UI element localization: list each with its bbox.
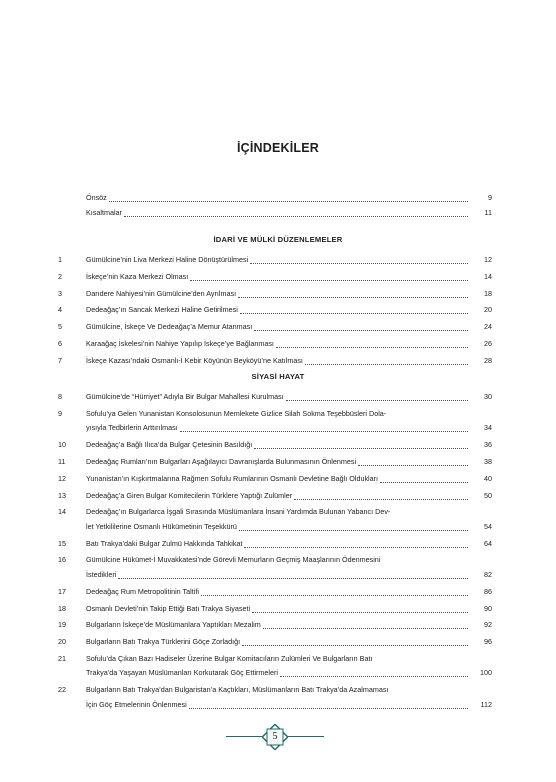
toc-entry-title: yısıyla Tedbirlerin Arttırılması	[86, 423, 178, 433]
toc-entry-page: 20	[484, 305, 492, 315]
toc-entry[interactable]	[0, 635, 556, 649]
toc-entry[interactable]	[0, 354, 556, 368]
footer-rule-left	[226, 736, 262, 737]
toc-entry-page: 24	[484, 322, 492, 332]
toc-entry-page: 28	[484, 355, 492, 365]
toc-entry-page: 112	[480, 699, 492, 709]
toc-entry-number: 9	[58, 408, 62, 418]
toc-entry[interactable]	[0, 520, 556, 534]
toc-entry-number: 5	[58, 322, 62, 332]
toc-entry-page: 92	[484, 620, 492, 630]
toc-entry[interactable]	[0, 206, 556, 220]
toc-entry[interactable]	[0, 537, 556, 551]
toc-entry-title: İstedikleri	[86, 569, 117, 579]
toc-entry[interactable]	[0, 568, 556, 582]
toc-entry[interactable]	[0, 455, 556, 469]
toc-entry-number: 13	[58, 490, 66, 500]
toc-entry-title: Dedeağaç’a Giren Bulgar Komitecilerin Türklere Yaptığı Zulümler	[86, 490, 293, 500]
dot-leader	[180, 430, 468, 432]
toc-entry[interactable]	[0, 618, 556, 632]
toc-entry-page: 86	[484, 586, 492, 596]
toc-entry-title: Yunanistan’ın Kışkırtmalarına Rağmen Sofulu Rumlarının Osmanlı Devletine Bağlı Oldukları	[86, 473, 379, 483]
dot-leader	[124, 215, 468, 217]
toc-entry-title: Dedeağaç’ın Bulgarlarca İşgali Sırasında Müslümanlara İnsani Yardımda Bulunan Yabancı Dev-	[86, 507, 391, 517]
dot-leader	[252, 611, 468, 613]
toc-entry[interactable]	[0, 472, 556, 486]
toc-entry-title: Sofulu’ya Gelen Yunanistan Konsolosunun Memlekete Gizlice Silah Sokma Teşebbüsleri Dola-	[86, 408, 387, 418]
toc-entry[interactable]	[0, 666, 556, 680]
toc-entry-page: 50	[484, 490, 492, 500]
dot-leader	[109, 200, 468, 202]
toc-entry-title: İçin Göç Etmelerinin Önlenmesi	[86, 699, 187, 709]
toc-entry-title: Gümülcine Hükümet-İ Muvakkatesi’nde Görevli Memurların Geçmiş Maaşlarının Ödenmesini	[86, 555, 381, 565]
dot-leader	[254, 447, 468, 449]
toc-entry-number: 19	[58, 620, 66, 630]
dot-leader	[201, 594, 468, 596]
toc-entry-title: Bulgarların Batı Trakya Türklerini Göçe Zorladığı	[86, 637, 241, 647]
toc-entry[interactable]	[0, 489, 556, 503]
dot-leader	[244, 546, 468, 548]
toc-entry-page: 12	[484, 255, 492, 264]
dot-leader	[380, 481, 468, 483]
toc-entry-number: 10	[58, 440, 66, 450]
toc-entry-title: Trakya’da Yaşayan Müslümanları Korkutarak Göç Ettirmeleri	[86, 668, 279, 678]
toc-entry[interactable]	[0, 505, 556, 519]
toc-entry-number: 4	[58, 305, 62, 315]
toc-entry[interactable]	[0, 287, 556, 301]
page-number: 5	[272, 731, 278, 742]
toc-entry-title: Önsöz	[86, 193, 107, 202]
toc-entry-title: Sofulu’da Çıkan Bazı Hadiseler Üzerine Bulgar Komitacıların Zulümleri Ve Bulgarların Batı	[86, 653, 373, 663]
dot-leader	[263, 627, 468, 629]
toc-entry[interactable]	[0, 585, 556, 599]
toc-entry-page: 82	[484, 569, 492, 579]
toc-entry[interactable]	[0, 438, 556, 452]
dot-leader	[189, 707, 468, 709]
toc-entry-title: Karaağaç İskelesi’nin Nahiye Yapılıp İskeçe’ye Bağlanması	[86, 339, 274, 348]
dot-leader	[240, 312, 468, 314]
toc-entry-number: 15	[58, 538, 66, 548]
toc-entry-number: 21	[58, 653, 66, 663]
toc-entry[interactable]	[0, 270, 556, 284]
footer-rule-right	[288, 736, 324, 737]
toc-entry-title: let Yetkililerine Osmanlı Hükümetinin Teşekkürü	[86, 521, 237, 531]
dot-leader	[305, 363, 468, 365]
dot-leader	[254, 329, 468, 331]
dot-leader	[239, 529, 468, 531]
toc-entry-number: 16	[58, 555, 66, 565]
dot-leader	[294, 498, 468, 500]
dot-leader	[118, 577, 468, 579]
toc-entry-page: 34	[484, 423, 492, 433]
toc-entry-number: 22	[58, 685, 66, 695]
toc-entry-number: 2	[58, 271, 62, 281]
toc-entry[interactable]	[0, 683, 556, 697]
dot-leader	[276, 346, 468, 348]
toc-entry[interactable]	[0, 698, 556, 712]
toc-entry-title: Bulgarların Batı Trakya’dan Bulgaristan’a Kaçtıkları, Müslümanların Batı Trakya’da Azalmaması	[86, 685, 389, 695]
toc-entry-title: Gümülcine, İskeçe Ve Dedeağaç’a Memur Atanması	[86, 322, 253, 332]
toc-entry-number: 20	[58, 637, 66, 647]
toc-entry-page: 26	[484, 339, 492, 348]
toc-entry-page: 36	[484, 440, 492, 450]
toc-entry-page: 14	[484, 271, 492, 281]
toc-entry-number: 1	[58, 255, 62, 264]
toc-entry-page: 11	[484, 208, 492, 217]
toc-entry-title: Dedeağaç’ın Sancak Merkezi Haline Getirilmesi	[86, 305, 238, 315]
toc-entry-title: Gümülcine’de “Hürriyet” Adıyla Bir Bulgar Mahallesi Kurulması	[86, 392, 284, 401]
toc-entry-number: 14	[58, 507, 66, 517]
toc-entry-number: 18	[58, 603, 66, 613]
toc-entry[interactable]	[0, 407, 556, 421]
toc-entry[interactable]	[0, 337, 556, 351]
toc-entry[interactable]	[0, 320, 556, 334]
toc-entry-page: 54	[484, 521, 492, 531]
toc-entry-page: 9	[488, 193, 492, 202]
toc-entry-page: 18	[484, 288, 492, 298]
toc-entry-title: Gümülcine’nin Liva Merkezi Haline Dönüştürülmesi	[86, 255, 249, 264]
dot-leader	[286, 399, 468, 401]
toc-entry-title: İskeçe’nin Kaza Merkezi Olması	[86, 271, 189, 281]
toc-entry[interactable]	[0, 303, 556, 317]
dot-leader	[280, 675, 468, 677]
toc-entry-number: 6	[58, 339, 62, 348]
section-heading: İDARİ VE MÜLKİ DÜZENLEMELER	[213, 235, 343, 244]
toc-entry[interactable]	[0, 652, 556, 666]
toc-entry-title: İskeçe Kazası’ndaki Osmanlı-İ Kebir Köyünün Beyköyü’ne Katılması	[86, 355, 303, 365]
toc-entry-title: Darıdere Nahiyesi’nin Gümülcine’den Ayrılması	[86, 288, 237, 298]
toc-entry-title: Dedeağaç Rumları’nın Bulgarları Aşağılayıcı Davranışlarda Bulunmasının Önlenmesi	[86, 456, 357, 466]
dot-leader	[242, 644, 468, 646]
toc-entry[interactable]	[0, 390, 556, 404]
dot-leader	[238, 296, 468, 298]
toc-entry[interactable]	[0, 553, 556, 567]
toc-entry-title: Kısaltmalar	[86, 208, 122, 217]
toc-entry-title: Dedeağaç Rum Metropolitinin Taltifi	[86, 586, 199, 596]
page-footer	[0, 722, 556, 752]
toc-entry-title: Osmanlı Devleti’nin Takip Ettiği Batı Trakya Siyaseti	[86, 603, 251, 613]
toc-entry-number: 3	[58, 288, 62, 298]
toc-entry-title: Batı Trakya’daki Bulgar Zulmü Hakkında Tahkikat	[86, 538, 243, 548]
dot-leader	[190, 279, 468, 281]
toc-entry-number: 17	[58, 586, 66, 596]
toc-entry[interactable]	[0, 421, 556, 435]
dot-leader	[250, 262, 468, 264]
toc-entry-page: 96	[484, 637, 492, 647]
toc-entry-page: 64	[484, 538, 492, 548]
toc-entry-number: 11	[58, 456, 66, 466]
toc-entry-page: 40	[484, 473, 492, 483]
page-title: İÇİNDEKİLER	[236, 141, 320, 155]
toc-entry-number: 8	[58, 392, 62, 401]
toc-entry-title: Dedeağaç’a Bağlı Ilıca’da Bulgar Çetesinin Basıldığı	[86, 440, 253, 450]
toc-entry[interactable]	[0, 253, 556, 267]
toc-entry-number: 7	[58, 355, 62, 365]
toc-entry-page: 30	[484, 392, 492, 401]
toc-entry-page: 90	[484, 603, 492, 613]
dot-leader	[358, 464, 468, 466]
toc-entry-page: 100	[480, 668, 492, 678]
section-heading: SİYASİ HAYAT	[251, 372, 305, 381]
toc-entry-number: 12	[58, 473, 66, 483]
toc-entry[interactable]	[0, 191, 556, 205]
toc-entry-page: 38	[484, 456, 492, 466]
toc-entry-title: Bulgarların İskeçe’de Müslümanlara Yaptıkları Mezalim	[86, 620, 261, 630]
toc-entry[interactable]	[0, 602, 556, 616]
